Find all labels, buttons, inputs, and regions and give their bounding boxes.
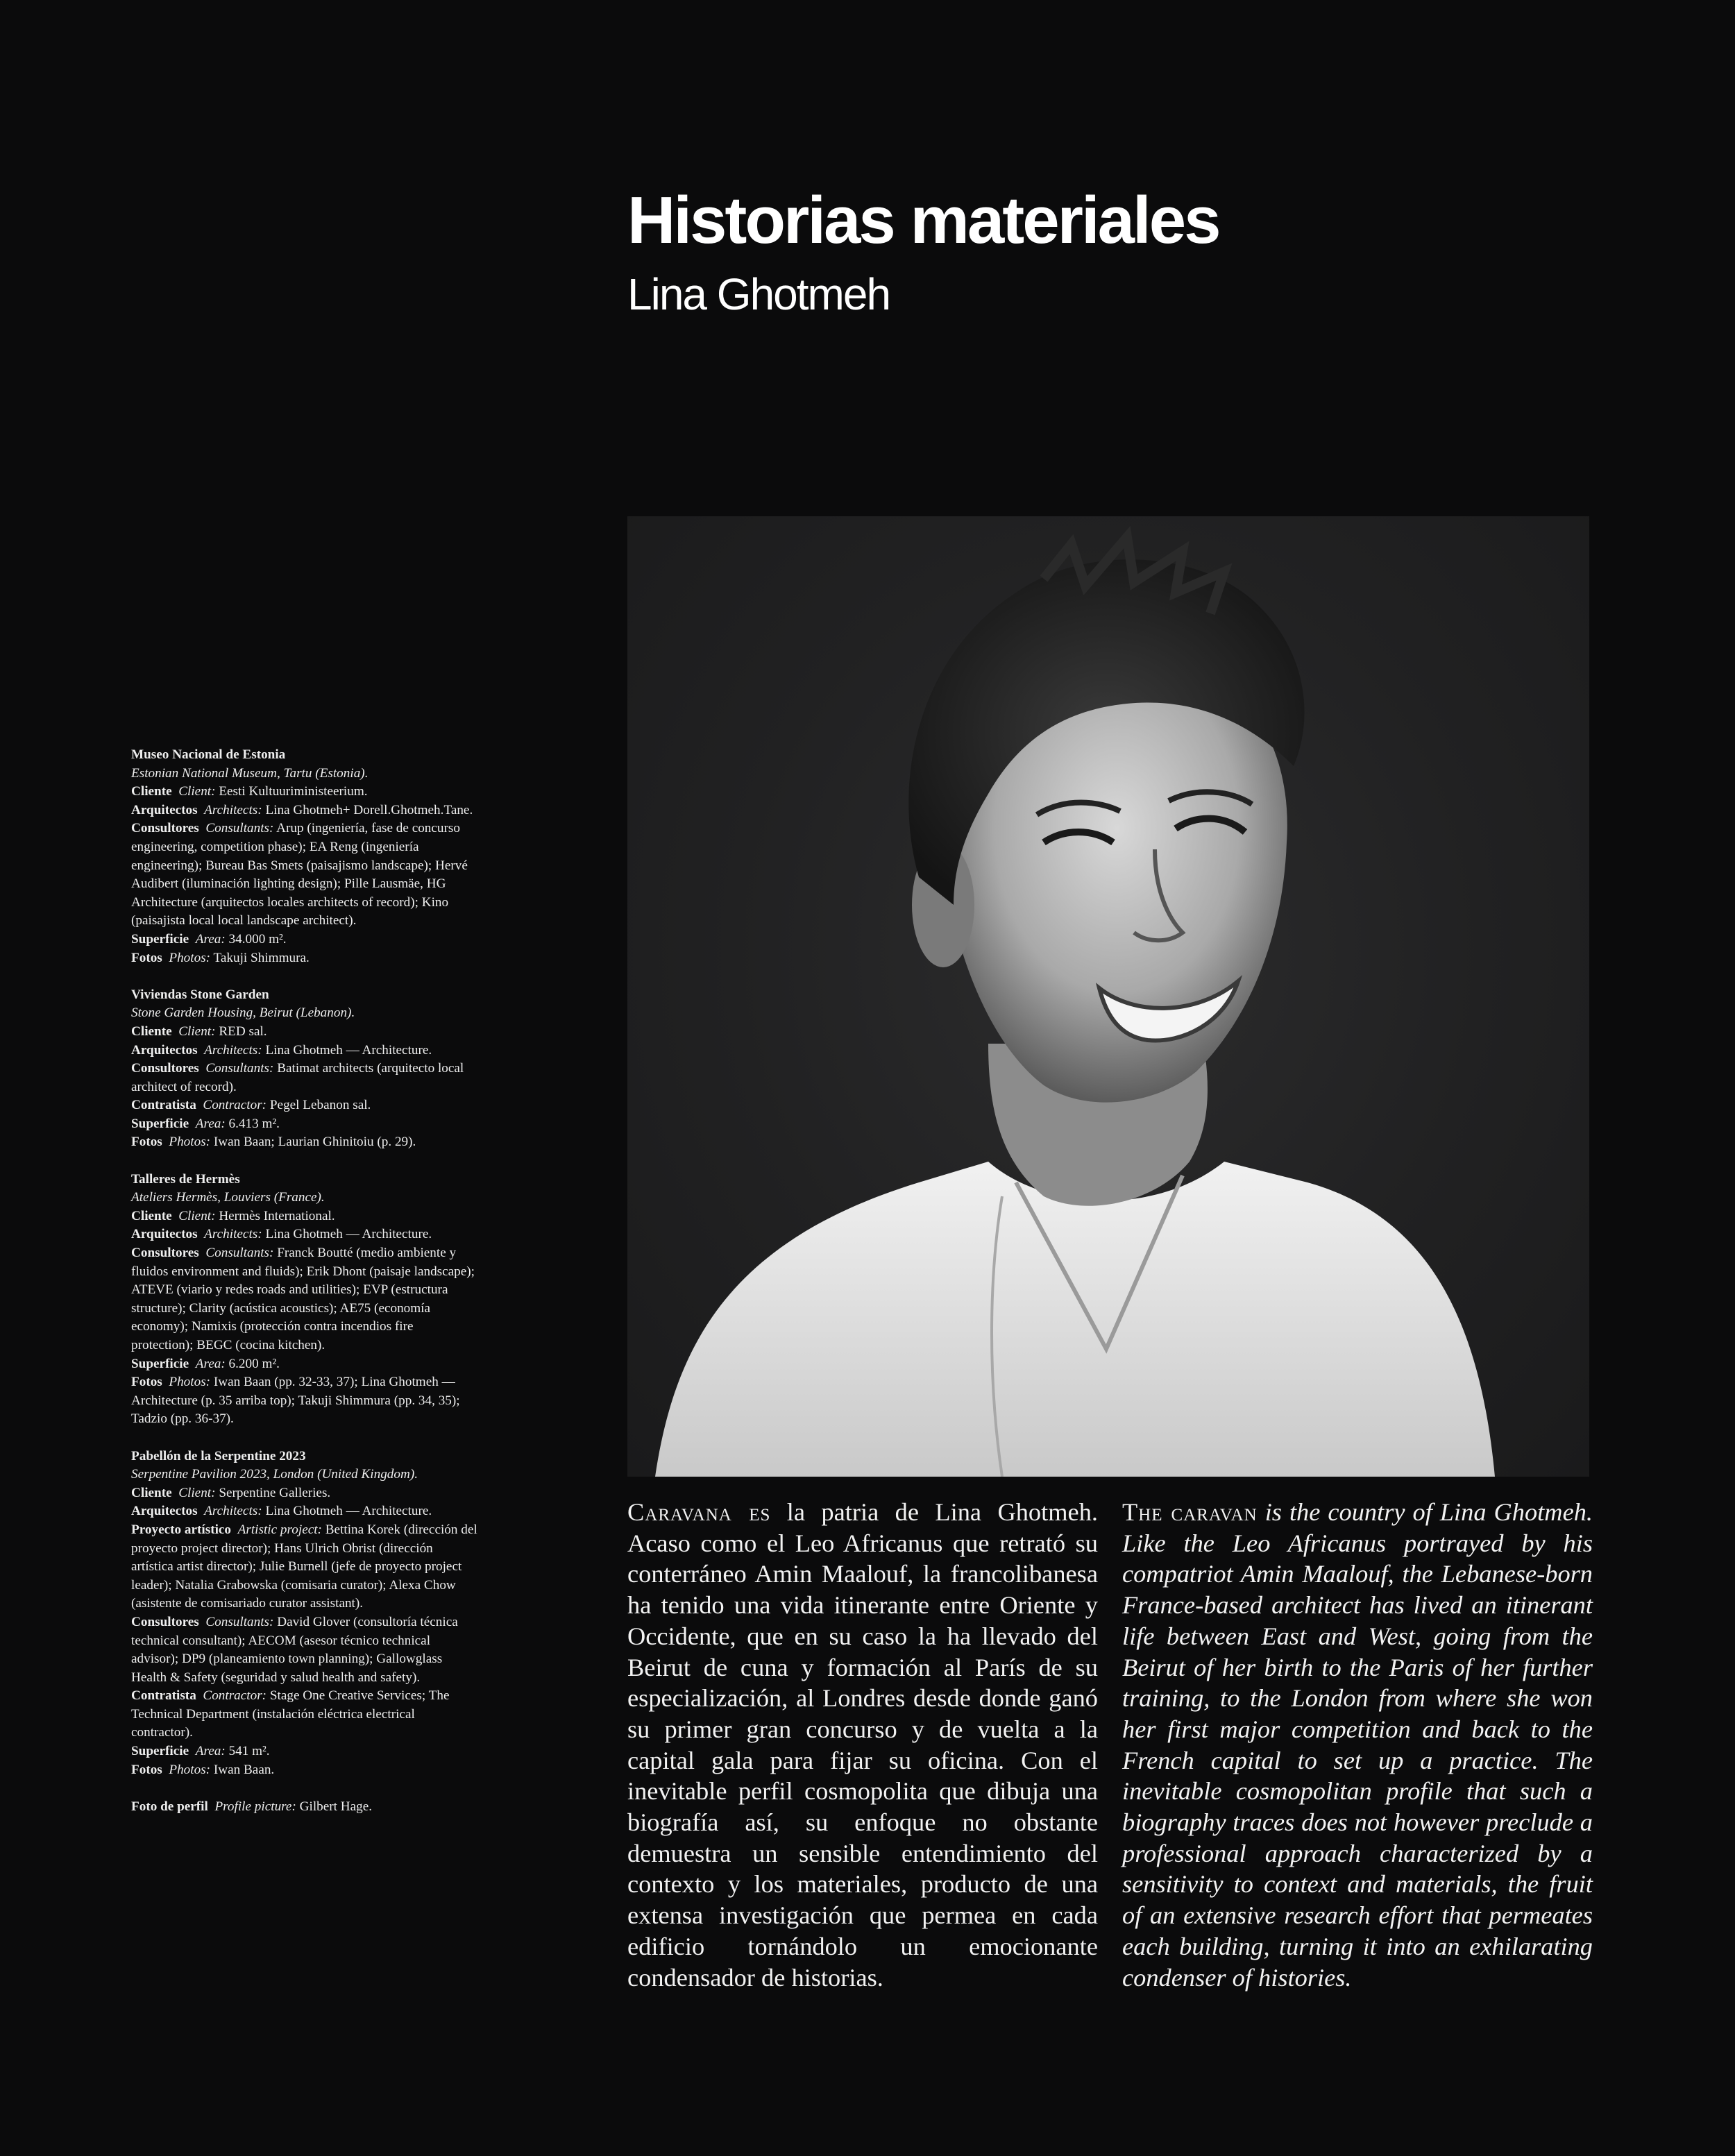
- body-spanish-text: la patria de Lina Ghotmeh. Acaso como el Leo Africanus que retrató su conterráneo Amin Maalouf, la francolibanesa ha tenido una vida itinerante entre Oriente y Occidente, que en su caso la ha llevado del Beirut de cuna y formación al París de su especialización, al Londres desde donde ganó su primer gran concurso y de vuelta a la capital gala para fijar su oficina. Con el inevitable perfil cosmopolita que dibuja una biografía así, su enfoque no obstante demuestra un sensible entendimiento del contexto y los materiales, producto de una extensa investigación que permea en cada edificio tornándolo un emocionante condensador de historias.: [627, 1498, 1098, 1992]
- credit-row: Superficie Area: 6.200 m².: [131, 1356, 280, 1371]
- credit-project-name-en: Estonian National Museum, Tartu (Estonia).: [131, 765, 369, 781]
- credit-block-serpentine: [131, 1448, 478, 1780]
- credit-row: Arquitectos Architects: Lina Ghotmeh+ Dorell.Ghotmeh.Tane.: [131, 802, 473, 817]
- body-text-english: [1122, 1497, 1593, 1993]
- portrait-illustration: [627, 516, 1589, 1477]
- credit-project-name: Viviendas Stone Garden: [131, 987, 269, 1002]
- portrait-photo: [627, 516, 1589, 1477]
- profile-photo-credit: Foto de perfil Profile picture: Gilbert Hage.: [131, 1799, 373, 1814]
- page-subtitle: Lina Ghotmeh: [627, 269, 890, 319]
- credit-project-name-en: Serpentine Pavilion 2023, London (United Kingdom).: [131, 1467, 418, 1482]
- credit-row: Fotos Photos: Takuji Shimmura.: [131, 950, 310, 965]
- lead-in-english: The caravan: [1122, 1498, 1258, 1526]
- credit-row: Superficie Area: 541 m².: [131, 1744, 270, 1759]
- credit-row: Fotos Photos: Iwan Baan; Laurian Ghinitoiu (p. 29).: [131, 1135, 416, 1150]
- credit-row: Cliente Client: Serpentine Galleries.: [131, 1485, 331, 1500]
- credit-row: Consultores Consultants: Franck Boutté (medio ambiente y fluidos environment and fluids); Erik Dhont (paisaje landscape); ATEVE (viario y redes roads and utilities); EVP (estructura structure); Clarity (acústica acoustics); AE75 (economía economy); Namixis (protección contra incendios fire protection); BEGC (cocina kitchen).: [131, 1246, 475, 1352]
- credit-block-hermes: [131, 1171, 478, 1429]
- credit-row: Consultores Consultants: David Glover (consultoría técnica technical consultant); AECOM (asesor técnico technical advisor); DP9 (planeamiento town planning); Gallowglass Health & Safety (seguridad y salud health and safety).: [131, 1614, 458, 1685]
- credit-row: Fotos Photos: Iwan Baan.: [131, 1762, 275, 1777]
- credit-row: Arquitectos Architects: Lina Ghotmeh — Architecture.: [131, 1042, 432, 1058]
- credit-row: Arquitectos Architects: Lina Ghotmeh — Architecture.: [131, 1227, 432, 1242]
- credit-row: Superficie Area: 34.000 m².: [131, 931, 287, 947]
- credit-project-name-en: Stone Garden Housing, Beirut (Lebanon).: [131, 1005, 355, 1021]
- project-credits: [131, 746, 478, 1835]
- credit-block-estonian-museum: [131, 746, 478, 967]
- credit-row: Contratista Contractor: Stage One Creative Services; The Technical Department (instalación eléctrica electrical contractor).: [131, 1688, 450, 1740]
- credit-row: Arquitectos Architects: Lina Ghotmeh — Architecture.: [131, 1504, 432, 1519]
- credit-row: Superficie Area: 6.413 m².: [131, 1116, 280, 1131]
- credit-row: Proyecto artístico Artistic project: Bettina Korek (dirección del proyecto project director); Hans Ulrich Obrist (dirección artística artist director); Julie Burnell (jefe de proyecto project leader); Natalia Grabowska (comisaria curator); Alexa Chow (asistente de comisariado curator assistant).: [131, 1522, 477, 1611]
- credit-row: Consultores Consultants: Batimat architects (arquitecto local architect of record).: [131, 1061, 464, 1094]
- credit-project-name: Museo Nacional de Estonia: [131, 747, 286, 762]
- page-title: Historias materiales: [627, 183, 1219, 257]
- credit-row: Contratista Contractor: Pegel Lebanon sal.: [131, 1098, 371, 1113]
- credit-row: Cliente Client: RED sal.: [131, 1024, 267, 1039]
- body-text-spanish: [627, 1497, 1098, 1993]
- credit-project-name: Pabellón de la Serpentine 2023: [131, 1448, 306, 1463]
- credit-row: Cliente Client: Hermès International.: [131, 1208, 335, 1223]
- credit-project-name-en: Ateliers Hermès, Louviers (France).: [131, 1190, 325, 1205]
- credit-block-stone-garden: [131, 986, 478, 1152]
- credit-row: Consultores Consultants: Arup (ingeniería, fase de concurso engineering, competition phase); EA Reng (ingeniería engineering); Bureau Bas Smets (paisajismo landscape); Hervé Audibert (iluminación lighting design); Pille Lausmäe, HG Architecture (arquitectos locales architects of record); Kino (paisajista local local landscape architect).: [131, 821, 468, 928]
- lead-in-spanish: Caravana es: [627, 1498, 771, 1526]
- credit-row: Cliente Client: Eesti Kultuuriministeerium.: [131, 784, 368, 799]
- credit-project-name: Talleres de Hermès: [131, 1171, 240, 1187]
- credit-row: Fotos Photos: Iwan Baan (pp. 32-33, 37); Lina Ghotmeh — Architecture (p. 35 arriba top); Takuji Shimmura (pp. 34, 35); Tadzio (pp. 36-37).: [131, 1375, 460, 1427]
- body-english-text: is the country of Lina Ghotmeh. Like the Leo Africanus portrayed by his compatriot Amin Maalouf, the Lebanese-born France-based architect has lived an itinerant life between East and West, going from the Beirut of her birth to the Paris of her further training, to the London from where she won her first major competition and back to the French capital to set up a practice. The inevitable cosmopolitan profile that such a biography traces does not however preclude a professional approach characterized by a sensitivity to context and materials, the fruit of an extensive research effort that permeates each building, turning it into an exhilarating condenser of histories.: [1122, 1498, 1593, 1992]
